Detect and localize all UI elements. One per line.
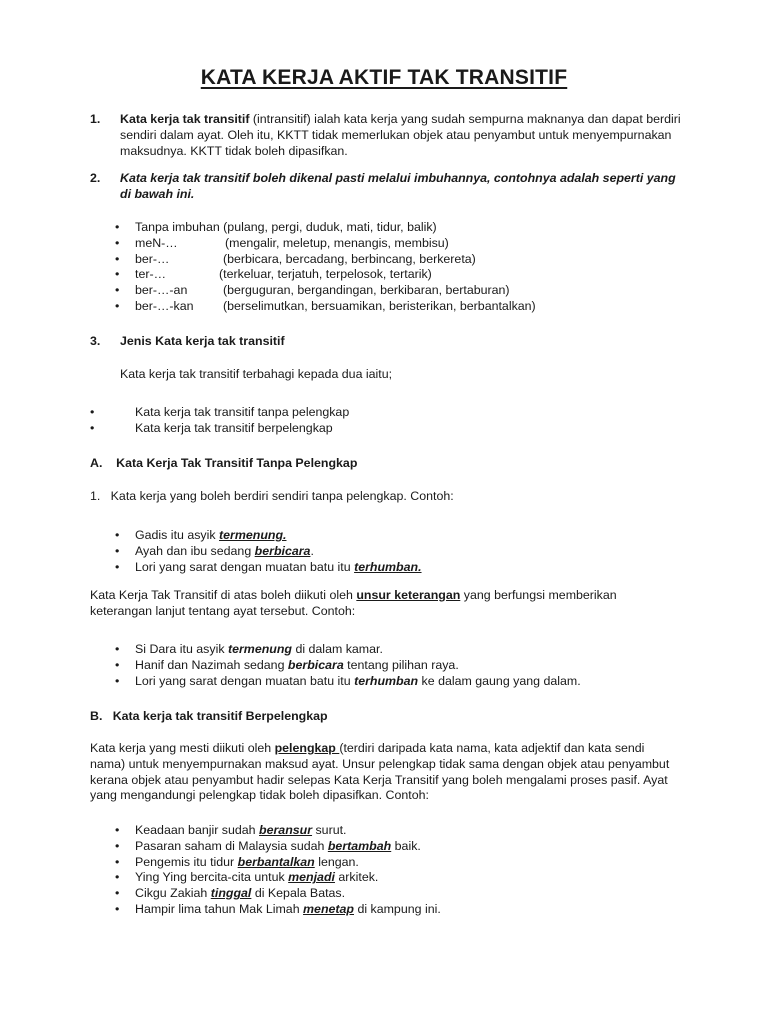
- example-pre: Hanif dan Nazimah sedang: [135, 657, 288, 672]
- section-b-paragraph: [90, 741, 670, 804]
- list-item: [115, 839, 675, 855]
- section-a-examples: [115, 528, 675, 575]
- section-1-text: [120, 112, 690, 159]
- example-post: ke dalam gaung yang dalam.: [418, 673, 581, 688]
- bullet-icon: •: [90, 420, 95, 435]
- example-verb: berbicara: [254, 543, 311, 558]
- section-1-body: (intransitif) ialah kata kerja yang sudah sempurna maknanya dan dapat berdiri sendiri dalam ayat. Oleh itu, KKTT tidak memerlukan objek atau penyambut untuk menyempurnakan maksudnya. KKTT tidak boleh dipasifkan.: [120, 112, 681, 158]
- example-sentence: [135, 674, 581, 690]
- list-item: [115, 870, 675, 886]
- list-item: [115, 252, 675, 268]
- list-item: [115, 886, 675, 902]
- section-b-examples: [115, 823, 675, 918]
- example-post: arkitek.: [334, 870, 379, 885]
- example-post: tentang pilihan raya.: [343, 657, 459, 672]
- list-item: [115, 855, 675, 871]
- example-sentence: [135, 870, 378, 886]
- affix-label: meN-…: [135, 235, 178, 250]
- affix-examples: (mengalir, meletup, menangis, membisu): [225, 235, 449, 250]
- example-post: di Kepala Batas.: [251, 886, 346, 901]
- list-item: [115, 674, 675, 690]
- list-item: [115, 236, 675, 252]
- section-a-item: 1. Kata kerja yang boleh berdiri sendiri tanpa pelengkap. Contoh:: [90, 489, 454, 503]
- list-item: [115, 299, 675, 315]
- example-sentence: [135, 839, 421, 855]
- example-pre: Pengemis itu tidur: [135, 854, 238, 869]
- type-label: Kata kerja tak transitif tanpa pelengkap: [135, 405, 350, 419]
- bullet-icon: •: [115, 642, 120, 656]
- bullet-icon: •: [115, 235, 120, 250]
- list-item: [115, 560, 675, 576]
- bullet-icon: •: [115, 220, 120, 234]
- para-keyword: pelengkap: [274, 741, 340, 755]
- section-1-lead: Kata kerja tak transitif: [120, 112, 250, 126]
- example-sentence: [135, 544, 314, 560]
- list-item: [115, 283, 675, 299]
- example-pre: Lori yang sarat dengan muatan batu itu: [135, 673, 355, 688]
- section-2-text: Kata kerja tak transitif boleh dikenal pasti melalui imbuhannya, contohnya adalah seperti yang di bawah ini.: [120, 171, 676, 201]
- bullet-icon: •: [115, 901, 120, 916]
- list-item: [115, 267, 675, 283]
- example-verb: tinggal: [210, 886, 252, 901]
- list-item: [115, 823, 675, 839]
- example-verb: bertambah: [327, 838, 392, 853]
- affix-label: ber-…-kan: [135, 298, 194, 313]
- bullet-icon: •: [115, 870, 120, 885]
- example-verb: terhumban.: [354, 559, 422, 574]
- affix-examples: (berbicara, bercadang, berbincang, berkereta): [223, 251, 476, 266]
- para-keyword: unsur keterangan: [356, 588, 461, 602]
- example-verb: termenung: [227, 642, 292, 656]
- para-pre: Kata Kerja Tak Transitif di atas boleh diikuti oleh: [90, 588, 357, 602]
- example-sentence: [135, 528, 286, 544]
- affix-examples: (berguguran, bergandingan, berkibaran, bertaburan): [223, 283, 510, 298]
- para-pre: Kata kerja yang mesti diikuti oleh: [90, 741, 275, 755]
- example-verb: beransur: [259, 823, 313, 837]
- list-item: [115, 642, 675, 658]
- example-sentence: [135, 886, 345, 902]
- example-post: surut.: [312, 823, 347, 837]
- section-1-number: 1.: [90, 112, 101, 126]
- list-item: [115, 544, 675, 560]
- example-pre: Pasaran saham di Malaysia sudah: [135, 838, 328, 853]
- bullet-icon: •: [115, 838, 120, 853]
- example-pre: Cikgu Zakiah: [135, 886, 211, 901]
- affix-label: ter-…: [135, 267, 166, 282]
- bullet-icon: •: [115, 673, 120, 688]
- example-verb: menetap: [303, 901, 354, 916]
- example-pre: Lori yang sarat dengan muatan batu itu: [135, 559, 355, 574]
- example-verb: menjadi: [288, 870, 335, 885]
- section-3-intro: Kata kerja tak transitif terbahagi kepada dua iaitu;: [120, 367, 393, 381]
- example-post: lengan.: [314, 854, 359, 869]
- section-a-heading: A. Kata Kerja Tak Transitif Tanpa Pelengkap: [90, 456, 358, 470]
- example-pre: Keadaan banjir sudah: [135, 823, 260, 837]
- example-pre: Gadis itu asyik: [135, 528, 220, 542]
- section-b-heading: B. Kata kerja tak transitif Berpelengkap: [90, 709, 328, 723]
- list-item: [115, 902, 675, 918]
- list-item: [115, 528, 675, 544]
- example-verb: berbantalkan: [237, 854, 315, 869]
- bullet-icon: •: [115, 657, 120, 672]
- bullet-icon: •: [115, 559, 120, 574]
- list-item: [90, 405, 650, 421]
- example-verb: termenung.: [219, 528, 287, 542]
- example-post: .: [310, 543, 314, 558]
- bullet-icon: •: [115, 283, 120, 298]
- example-sentence: [135, 902, 441, 918]
- bullet-icon: •: [115, 823, 120, 837]
- para-post: (terdiri daripada kata nama, kata adjektif dan kata sendi nama) untuk menyempurnakan maksud ayat. Unsur pelengkap tidak sama dengan objek atau penyambut kerana objek atau penyambut hadir selepas Kata Kerja Transitif yang boleh mengalami proses pasif. Ayat yang mengandungi pelengkap tidak boleh dipasifkan. Contoh:: [90, 741, 670, 803]
- example-sentence: [135, 560, 422, 576]
- list-item: [115, 658, 675, 674]
- affix-examples: (terkeluar, terjatuh, terpelosok, tertarik): [219, 267, 432, 282]
- list-item: [90, 421, 650, 437]
- example-verb: terhumban: [354, 673, 419, 688]
- para-post: yang berfungsi memberikan keterangan lanjut tentang ayat tersebut. Contoh:: [90, 588, 617, 618]
- bullet-icon: •: [90, 405, 95, 419]
- affix-label: ber-…-an: [135, 283, 188, 298]
- affix-examples: (berselimutkan, bersuamikan, beristerikan, berbantalkan): [223, 298, 536, 313]
- example-post: di kampung ini.: [354, 901, 441, 916]
- section-1: [90, 112, 690, 159]
- section-a-paragraph: [90, 588, 675, 620]
- example-pre: Ying Ying bercita-cita untuk: [135, 870, 289, 885]
- section-3: [90, 334, 690, 350]
- bullet-icon: •: [115, 543, 120, 558]
- affix-label: ber-…: [135, 251, 170, 266]
- types-list: [90, 405, 650, 437]
- example-pre: Ayah dan ibu sedang: [135, 543, 255, 558]
- example-post: di dalam kamar.: [292, 642, 383, 656]
- section-3-heading: Jenis Kata kerja tak transitif: [120, 334, 285, 348]
- section-3-number: 3.: [90, 334, 101, 348]
- section-a-examples-2: [115, 642, 675, 689]
- example-pre: Hampir lima tahun Mak Limah: [135, 901, 304, 916]
- list-item: [115, 220, 675, 236]
- bullet-icon: •: [115, 854, 120, 869]
- example-pre: Si Dara itu asyik: [135, 642, 228, 656]
- bullet-icon: •: [115, 251, 120, 266]
- bullet-icon: •: [115, 267, 120, 282]
- example-sentence: [135, 855, 359, 871]
- type-label: Kata kerja tak transitif berpelengkap: [135, 420, 333, 435]
- bullet-icon: •: [115, 528, 120, 542]
- example-post: baik.: [391, 838, 421, 853]
- affix-list: [115, 220, 675, 315]
- affix-label: Tanpa imbuhan (pulang, pergi, duduk, mati, tidur, balik): [135, 220, 437, 234]
- bullet-icon: •: [115, 886, 120, 901]
- example-sentence: [135, 642, 383, 658]
- section-2: [90, 171, 690, 203]
- example-sentence: [135, 823, 346, 839]
- page-title: KATA KERJA AKTIF TAK TRANSITIF: [200, 66, 568, 89]
- section-2-number: 2.: [90, 171, 101, 185]
- example-sentence: [135, 658, 459, 674]
- example-verb: berbicara: [287, 657, 344, 672]
- bullet-icon: •: [115, 298, 120, 313]
